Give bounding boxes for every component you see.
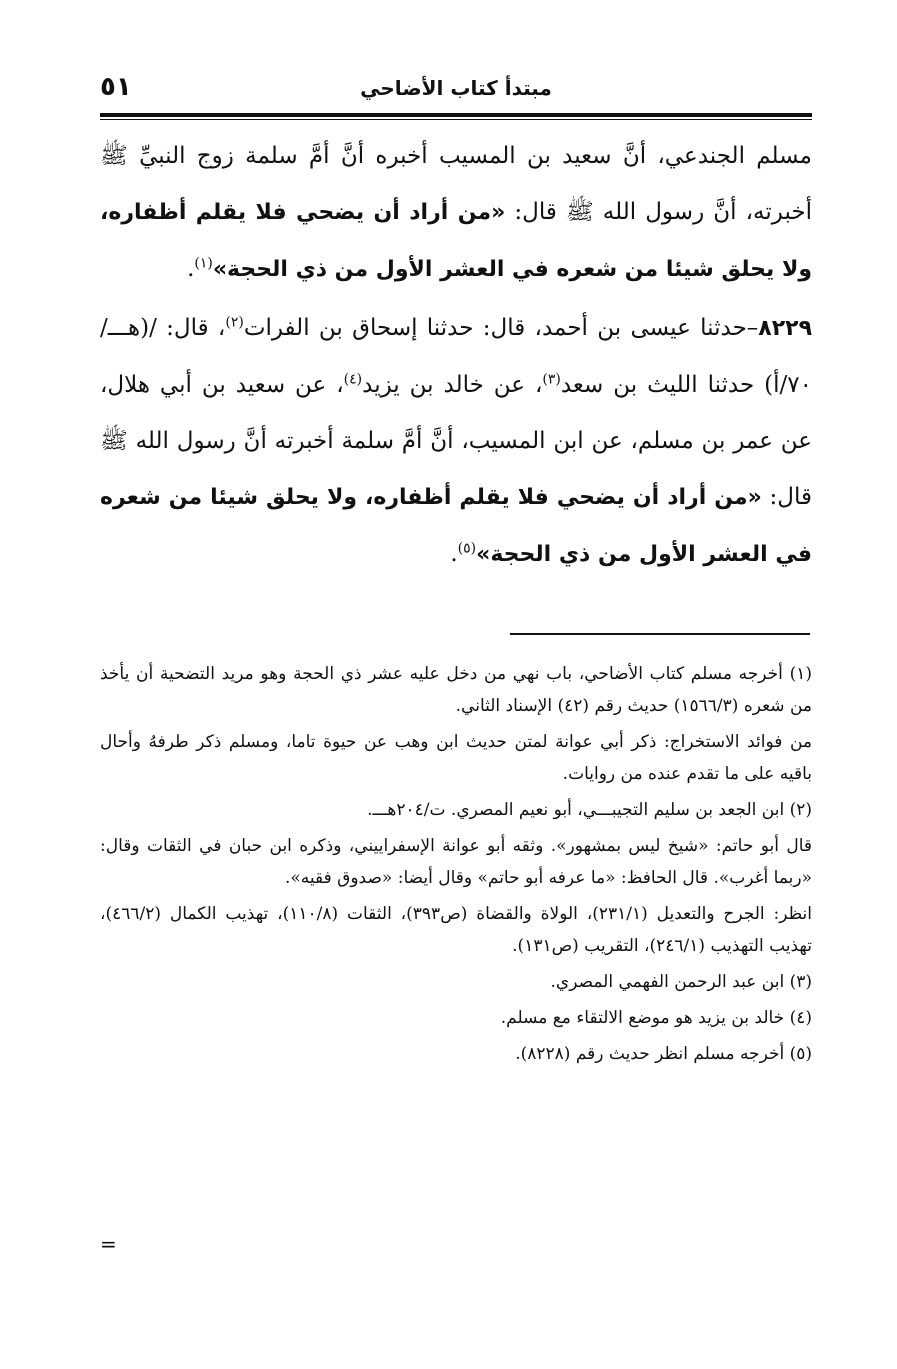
footnote-ref-5: (٥): [457, 540, 477, 557]
footnote-separator: [510, 633, 810, 635]
text-segment: ، عن سعيد بن أبي هلال، عن عمر بن مسلم، عن ابن المسيب، أنَّ أمَّ سلمة أخبرته أنَّ رسول الله ﷺ قال:: [100, 372, 812, 510]
page-header: [100, 72, 812, 112]
paragraph-continuation: [100, 128, 812, 298]
text-segment: مسلم الجندعي، أنَّ سعيد بن المسيب أخبره أنَّ أمَّ سلمة زوج النبيِّ ﷺ أخبرته، أنَّ رسول الله ﷺ قال:: [100, 143, 812, 225]
main-text: [100, 128, 812, 583]
text-segment: ، عن خالد بن يزيد: [362, 372, 543, 398]
header-rule: [100, 113, 812, 117]
header-rule-thin: [100, 119, 812, 120]
footnote-ref-1: (١): [194, 255, 213, 272]
text-segment: .: [450, 541, 458, 567]
hadith-text: «من أراد أن يضحي فلا يقلم أظفاره، ولا يحلق شيئا من شعره في العشر الأول من ذي الحجة»: [100, 485, 812, 567]
footnote-ref-4: (٤): [343, 371, 363, 388]
footnote-4: (٤) خالد بن يزيد هو موضع الالتقاء مع مسلم.: [500, 1008, 812, 1028]
footnotes: [100, 658, 812, 1074]
page-title: مبتدأ كتاب الأضاحي: [360, 76, 552, 100]
footnote-2-note: قال أبو حاتم: «شيخ ليس بمشهور». وثقه أبو عوانة الإسفراييني، وذكره ابن حبان في الثقات وقال: «ربما أغرب». قال الحافظ: «ما عرفه أبو حاتم» وقال أيضا: «صدوق فقيه».: [100, 836, 812, 888]
text-segment: –حدثنا عيسى بن أحمد، قال: حدثنا إسحاق بن الفرات: [243, 315, 759, 341]
hadith-number: ٨٢٢٩: [758, 316, 812, 341]
footnote-ref-3: (٣): [542, 371, 561, 388]
footnote-5: (٥) أخرجه مسلم انظر حديث رقم (٨٢٢٨).: [515, 1044, 812, 1064]
footnote-ref-2: (٢): [225, 314, 244, 331]
hadith-paragraph: [100, 300, 812, 583]
footnote-2-sources: انظر: الجرح والتعديل (٢٣١/١)، الولاة والقضاة (ص٣٩٣)، الثقات (١١٠/٨)، تهذيب الكمال (٤٦٦/٢)، تهذيب التهذيب (٢٤٦/١)، التقريب (ص١٣١).: [100, 904, 813, 956]
footnote-1-note: من فوائد الاستخراج: ذكر أبي عوانة لمتن حديث ابن وهب عن حيوة تاما، ومسلم ذكر طرفهُ وأحال باقيه على ما تقدم عنده من روايات.: [100, 732, 812, 784]
footnote-3: (٣) ابن عبد الرحمن الفهمي المصري.: [550, 972, 812, 992]
footnote-1: (١) أخرجه مسلم كتاب الأضاحي، باب نهي من دخل عليه عشر ذي الحجة وهو مريد التضحية أن يأخذ من شعره (١٥٦٦/٣) حديث رقم (٤٢) الإسناد الثاني.: [100, 664, 812, 716]
text-segment: ، قال: /(هـــ/٧٠/أ) حدثنا الليث بن سعد: [100, 315, 813, 398]
page-end-mark: =: [100, 1232, 117, 1256]
page-number: ٥١: [100, 72, 132, 102]
footnote-2: (٢) ابن الجعد بن سليم التجيبـــي، أبو نعيم المصري. ت/٢٠٤هـــ.: [367, 800, 812, 820]
text-segment: .: [187, 256, 195, 282]
hadith-text: «من أراد أن يضحي فلا يقلم أظفاره، ولا يحلق شيئا من شعره في العشر الأول من ذي الحجة»: [100, 200, 812, 282]
